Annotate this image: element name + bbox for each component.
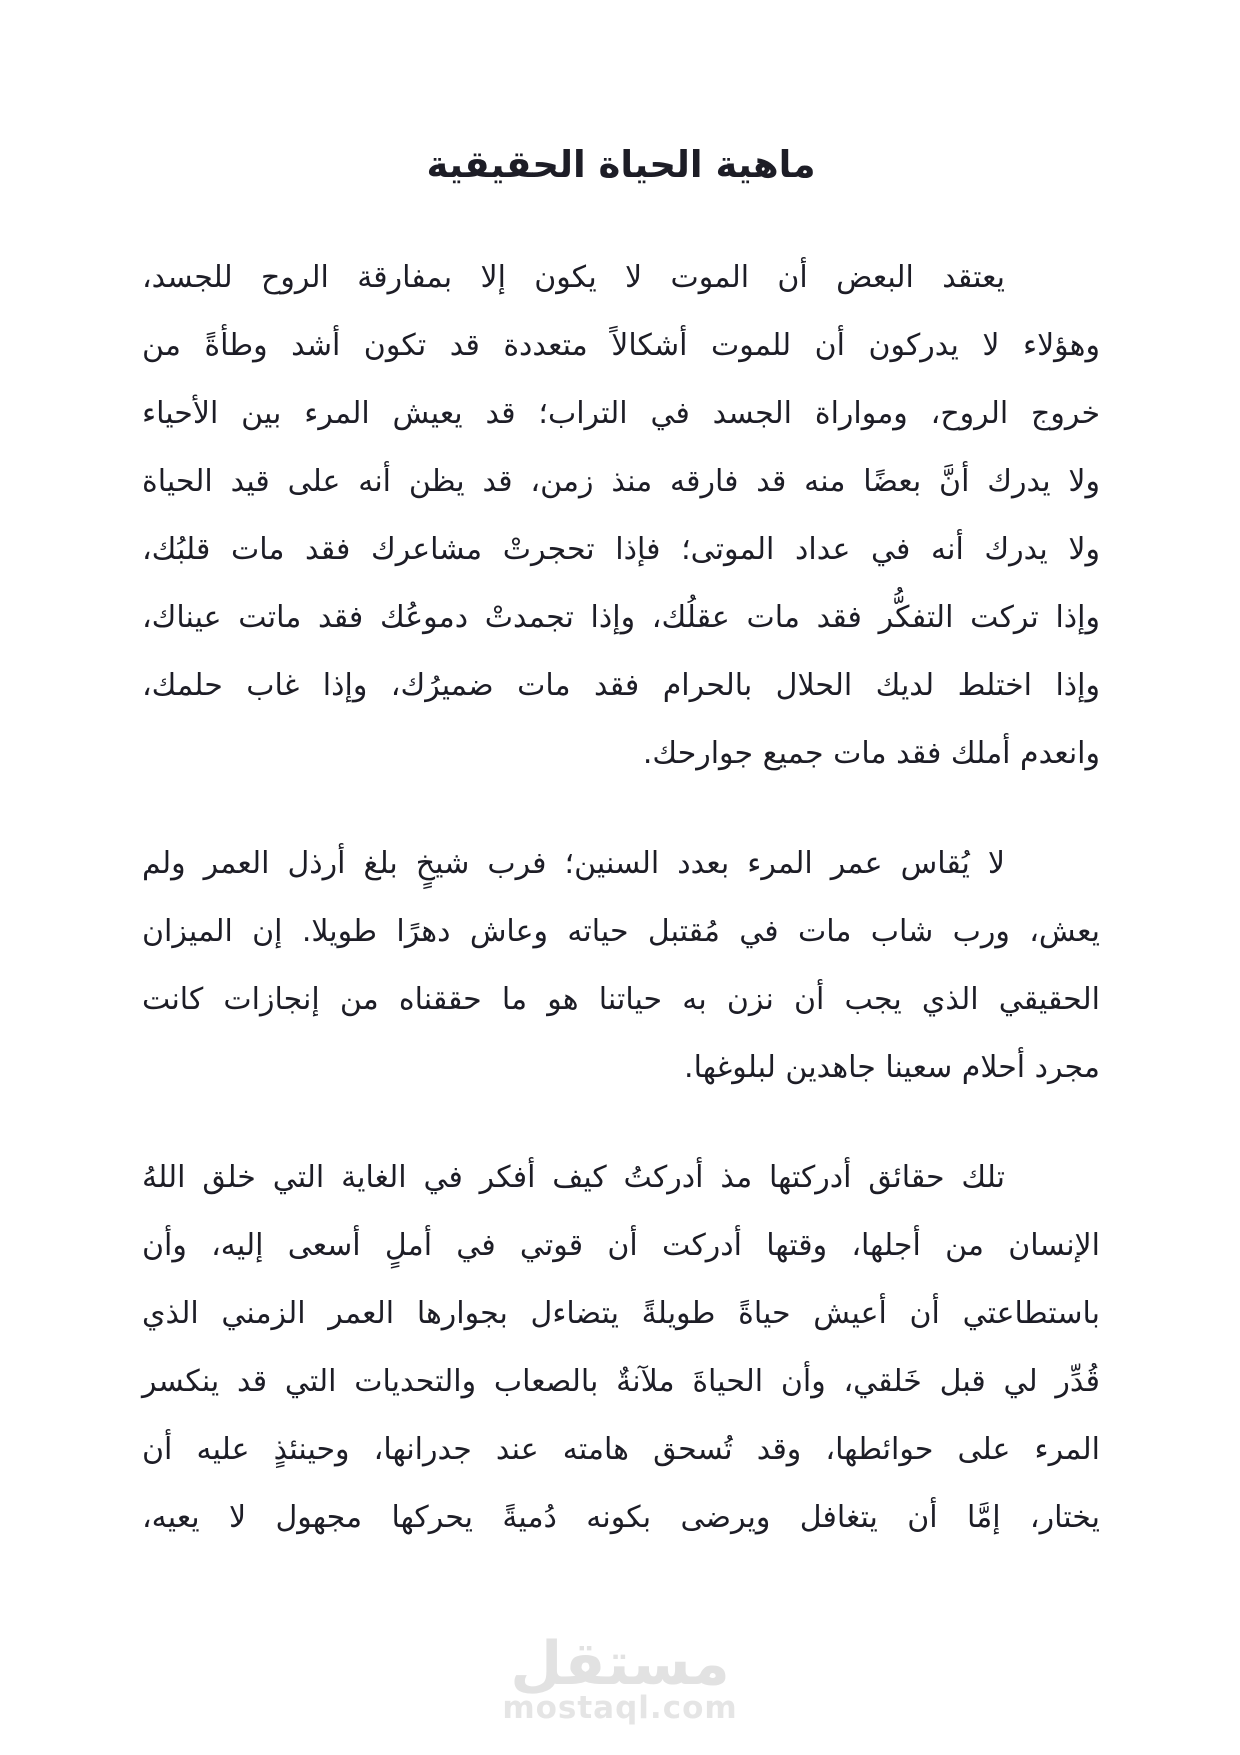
document-body [142,0,1100,1594]
text-line: ولا يدرك أنه في عداد الموتى؛ فإذا تحجرتْ مشاعرك فقد مات قلبُك، [142,532,1100,567]
text-line: يعش، ورب شاب مات في مُقتبل حياته وعاش دهرًا طويلا. إن الميزان [142,914,1100,949]
mostaql-logo: مستقل [510,1629,730,1699]
text-line: وإذا تركت التفكُّر فقد مات عقلُك، وإذا تجمدتْ دموعُك فقد ماتت عيناك، [142,600,1100,635]
text-line: الحقيقي الذي يجب أن نزن به حياتنا هو ما حققناه من إنجازات كانت [142,982,1100,1017]
text-line: مجرد أحلام سعينا جاهدين لبلوغها. [684,1050,1100,1085]
text-line: ولا يدرك أنَّ بعضًا منه قد فارقه منذ زمن، قد يظن أنه على قيد الحياة [142,464,1100,499]
paragraph-1 [142,244,1100,788]
text-line: المرء على حوائطها، وقد تُسحق هامته عند جدرانها، وحينئذٍ عليه أن [142,1432,1100,1467]
page-title: ماهية الحياة الحقيقية [426,143,816,186]
text-line: وانعدم أملك فقد مات جميع جوارحك. [642,736,1100,771]
text-line: وهؤلاء لا يدركون أن للموت أشكالاً متعددة قد تكون أشد وطأةً من [142,328,1100,363]
text-line: لا يُقاس عمر المرء بعدد السنين؛ فرب شيخٍ بلغ أرذل العمر ولم [142,846,1005,881]
paragraph-3 [142,1144,1100,1552]
paragraph-2 [142,830,1100,1102]
text-line: يختار، إمَّا أن يتغافل ويرضى بكونه دُميةً يحركها مجهول لا يعيه، [142,1500,1100,1535]
text-line: وإذا اختلط لديك الحلال بالحرام فقد مات ضميرُك، وإذا غاب حلمك، [142,668,1100,703]
text-line: قُدِّر لي قبل خَلقي، وأن الحياةَ ملآنةٌ بالصعاب والتحديات التي قد ينكسر [142,1364,1100,1399]
text-line: يعتقد البعض أن الموت لا يكون إلا بمفارقة الروح للجسد، [142,260,1005,295]
text-line: خروج الروح، ومواراة الجسد في التراب؛ قد يعيش المرء بين الأحياء [142,396,1100,431]
watermark-domain-text: mostaql.com [502,1690,738,1726]
text-line: تلك حقائق أدركتها مذ أدركتُ كيف أفكر في الغاية التي خلق اللهُ [142,1160,1005,1195]
watermark [0,1629,1240,1726]
text-line: باستطاعتي أن أعيش حياةً طويلةً يتضاءل بجوارها العمر الزمني الذي [142,1296,1100,1331]
text-line: الإنسان من أجلها، وقتها أدركت أن قوتي في أملٍ أسعى إليه، وأن [142,1228,1100,1263]
